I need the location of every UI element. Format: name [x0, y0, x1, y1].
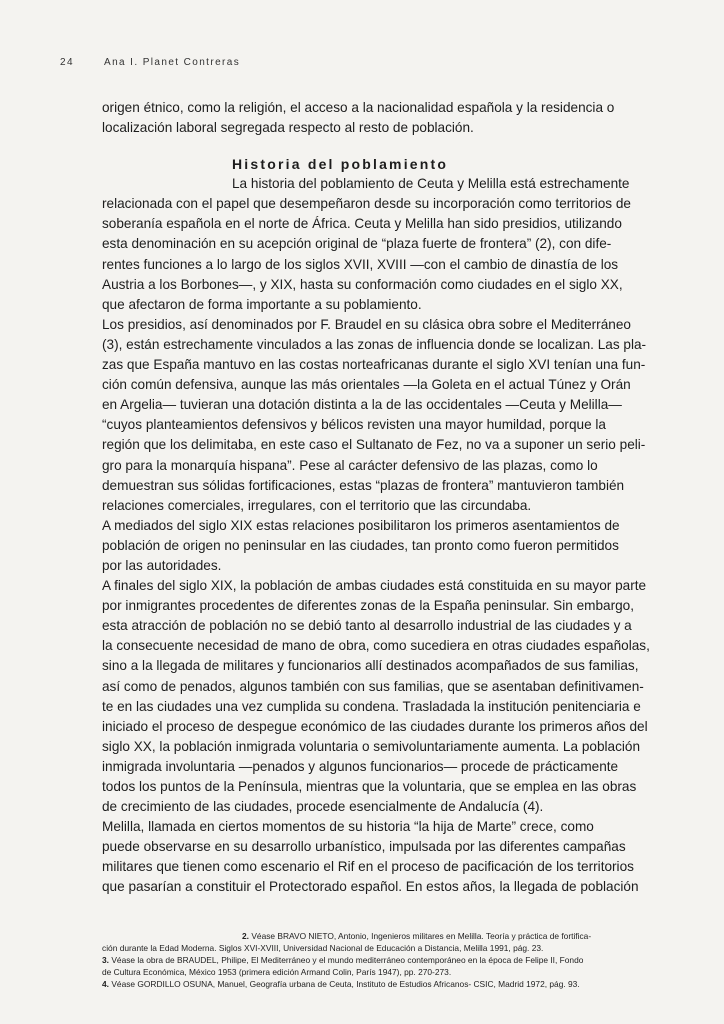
- body-line: ción común defensiva, aunque las más orientales —la Goleta en el actual Túnez y Orán: [102, 377, 631, 393]
- intro-line: origen étnico, como la religión, el acceso a la nacionalidad española y la residencia o: [102, 100, 615, 115]
- body-line: relaciones comerciales, irregulares, con el territorio que las circundaba.: [102, 497, 532, 513]
- body-line: región que los delimitaba, en este caso el Sultanato de Fez, no va a suponer un serio peli-: [102, 437, 646, 453]
- body-line: puede observarse en su desarrollo urbanístico, impulsada por las diferentes campañas: [102, 839, 626, 855]
- body-line: que afectaron de forma importante a su poblamiento.: [102, 296, 422, 312]
- body-line: relacionada con el papel que desempeñaron desde su incorporación como territorios de: [102, 196, 631, 212]
- body-line: esta denominación en su acepción original de “plaza fuerte de frontera” (2), con dife-: [102, 236, 612, 252]
- body-line: Austria a los Borbones—, y XIX, hasta su conformación como ciudades en el siglo XX,: [102, 276, 623, 292]
- footnote: [102, 978, 672, 990]
- body-line: así como de penados, algunos también con sus familias, que se asentaban definitivamen-: [102, 678, 644, 694]
- body-line: zas que España mantuvo en las costas norteafricanas durante el siglo XVI tenían una fun-: [102, 357, 646, 373]
- body-line: gro para la monarquía hispana”. Pese al carácter defensivo de las plazas, como lo: [102, 457, 598, 473]
- body-line: A finales del siglo XIX, la población de ambas ciudades está constituida en su mayor parte: [102, 578, 647, 594]
- footnote-text: de Cultura Económica, México 1953 (primera edición Armand Colin, París 1947), pp. 270-273.: [102, 967, 452, 977]
- body-line: población de origen no peninsular en las ciudades, tan pronto como fueron permitidos: [102, 537, 619, 553]
- body-line: inmigrada involuntaria —penados y algunos funcionarios— procede de prácticamente: [102, 758, 619, 774]
- body-line: Los presidios, así denominados por F. Braudel en su clásica obra sobre el Mediterráneo: [102, 316, 631, 332]
- page-number: 24: [60, 57, 74, 68]
- footnotes: [102, 930, 672, 990]
- body-line: A mediados del siglo XIX estas relaciones posibilitaron los primeros asentamientos de: [102, 517, 620, 533]
- body-line: iniciado el proceso de despegue económico de las ciudades durante los primeros años del: [102, 718, 648, 734]
- body-line: sino a la llegada de militares y funcionarios allí destinados acompañados de sus familias,: [102, 658, 639, 674]
- footnote-number: 4.: [102, 979, 109, 989]
- footnote: [102, 942, 672, 954]
- section-heading: Historia del poblamiento: [232, 156, 449, 173]
- body-line: demuestran sus sólidas fortificaciones, estas “plazas de frontera” mantuvieron también: [102, 477, 625, 493]
- intro-line: localización laboral segregada respecto al resto de población.: [102, 120, 474, 136]
- body-line: esta atracción de población no se debió tanto al desarrollo industrial de las ciudades y a: [102, 618, 632, 634]
- body-line: de crecimiento de las ciudades, procede esencialmente de Andalucía (4).: [102, 799, 544, 815]
- footnote-text: Véase GORDILLO OSUNA, Manuel, Geografía urbana de Ceuta, Instituto de Estudios Africanos- CSIC, Madrid 1972, pág. 93.: [111, 979, 580, 989]
- body-line: militares que tienen como escenario el Rif en el proceso de pacificación de los territorios: [102, 859, 634, 875]
- footnote-text: Véase la obra de BRAUDEL, Philipe, El Mediterráneo y el mundo mediterráneo contemporáneo en la época de Felipe II, Fondo: [111, 955, 584, 965]
- footnote-number: 2.: [242, 931, 249, 941]
- body-line: que pasarían a constituir el Protectorado español. En estos años, la llegada de población: [102, 879, 639, 895]
- footnote: [102, 954, 672, 966]
- body-line: la consecuente necesidad de mano de obra, como sucediera en otras ciudades españolas,: [102, 638, 650, 654]
- footnote-text: Véase BRAVO NIETO, Antonio, Ingenieros militares en Melilla. Teoría y práctica de fortifica-: [251, 931, 592, 941]
- author-name: Ana I. Planet Contreras: [104, 57, 241, 68]
- body-line: todos los puntos de la Península, mientras que la voluntaria, que se emplea en las obras: [102, 779, 637, 794]
- body-line: siglo XX, la población inmigrada voluntaria o semivoluntariamente aumenta. La población: [102, 738, 641, 754]
- body-line: “cuyos planteamientos defensivos y bélicos revisten una mayor humildad, porque la: [102, 417, 606, 433]
- body-line: soberanía española en el norte de África. Ceuta y Melilla han sido presidios, utilizando: [102, 216, 622, 232]
- running-header: [60, 57, 240, 68]
- body-line: Melilla, llamada en ciertos momentos de su historia “la hija de Marte” crece, como: [102, 819, 594, 835]
- footnote: [102, 930, 672, 942]
- body-line: te en las ciudades una vez cumplida su condena. Trasladada la institución penitenciaria e: [102, 698, 641, 714]
- main-text: [102, 98, 652, 898]
- body-line: en Argelia— tuvieran una dotación distinta a la de las occidentales —Ceuta y Melilla—: [102, 397, 622, 413]
- footnote: [102, 966, 672, 978]
- body-line: La historia del poblamiento de Ceuta y Melilla está estrechamente: [232, 176, 630, 192]
- body-line: por las autoridades.: [102, 557, 222, 573]
- body-line: rentes funciones a lo largo de los siglos XVII, XVIII —con el cambio de dinastía de los: [102, 256, 619, 272]
- body-line: (3), están estrechamente vinculados a las zonas de influencia donde se localizan. Las pla-: [102, 336, 647, 352]
- footnote-text: ción durante la Edad Moderna. Siglos XVI-XVIII, Universidad Nacional de Educación a Distancia, Melilla 1991, pág. 23.: [102, 943, 544, 953]
- body-line: por inmigrantes procedentes de diferentes zonas de la España peninsular. Sin embargo,: [102, 598, 635, 614]
- footnote-number: 3.: [102, 955, 109, 965]
